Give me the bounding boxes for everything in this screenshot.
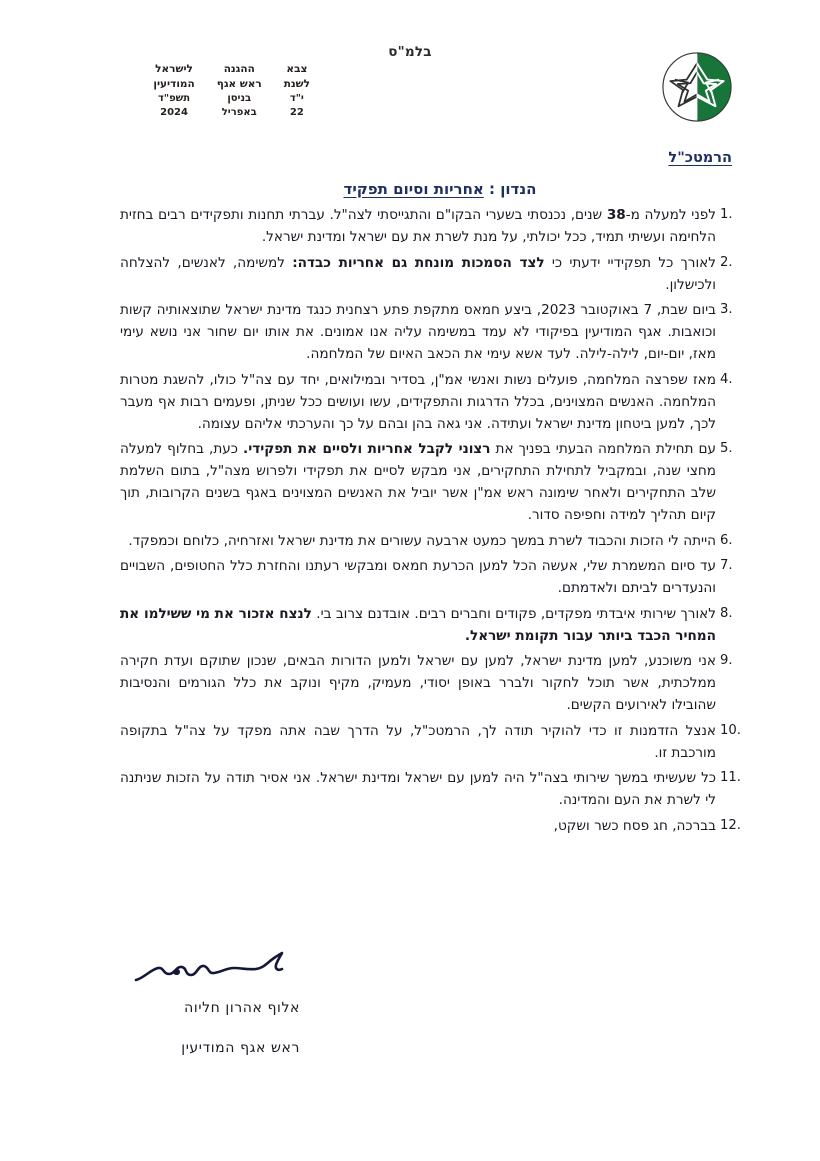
paragraph-item	[120, 650, 716, 716]
addressee-line: הרמטכ"ל	[668, 150, 732, 166]
letterhead-line: ההגנה	[223, 63, 255, 75]
letterhead-line: בניסן	[227, 92, 252, 104]
paragraph-emphasis: רצוני לקבל אחריות ולסיים את תפקידי.	[243, 441, 491, 458]
letterhead-column-2	[217, 62, 262, 120]
paragraph-item	[120, 369, 716, 435]
paragraph-item	[120, 252, 716, 296]
paragraph-text: למשימה, לאנשים, להצלחה ולכישלון.	[120, 254, 716, 293]
letterhead-line: לישראל	[155, 63, 193, 75]
paragraph-emphasis: 38	[606, 207, 626, 223]
paragraph-item	[120, 767, 716, 811]
paragraph-item	[120, 204, 716, 248]
letterhead-line: 2024	[160, 107, 188, 118]
paragraph-emphasis: לצד הסמכות מונחת גם אחריות כבדה:	[292, 254, 545, 271]
paragraph-text: כל שעשיתי במשך שירותי בצה"ל היה למען עם ישראל ומדינת ישראל. אני אסיר תודה על הזכות שניתנה לי לשרת את העם והמדינה.	[120, 770, 716, 809]
paragraph-text: שנים, נכנסתי בשערי הבקו"ם והתגייסתי לצה"ל. עברתי תחנות ותפקידים רבים בחזית הלחימה ועשיתי תמיד, ככל יכולתי, על מנת לשרת את עם ישראל ומדינת ישראל.	[120, 207, 716, 246]
subject-value: אחריות וסיום תפקיד	[343, 180, 484, 198]
letterhead-line: 22	[289, 107, 304, 118]
paragraph-text: הייתה לי הזכות והכבוד לשרת במשך כמעט ארבעה עשורים את מדינת ישראל ואזרחיה, כלוחם וכמפקד.	[128, 532, 716, 549]
paragraph-item	[120, 438, 716, 526]
letterhead-block	[110, 62, 310, 120]
paragraph-emphasis: לנצח אזכור את מי ששילמו את המחיר הכבד ביותר עבור תקומת ישראל.	[120, 605, 716, 644]
paragraph-text: אני משוכנע, למען מדינת ישראל, למען עם ישראל ולמען הדורות הבאים, שנכון שתוקם ועדת חקירה ממלכתית, אשר תוכל לחקור ולברר באופן יסודי, מעמיק, מקיף ונוקב את כלל הגורמים והנסיבות שהובילו לאירועים הקשים.	[120, 653, 716, 714]
letterhead-line: תשפ"ד	[158, 92, 191, 104]
paragraph-item	[120, 815, 716, 837]
letterhead-line: ראש אגף	[216, 77, 262, 90]
letterhead-column-3	[153, 62, 194, 120]
paragraph-text: לפני למעלה מ-	[625, 207, 716, 223]
subject-line	[0, 180, 820, 198]
paragraph-item	[120, 555, 716, 599]
letterhead-column-1	[284, 62, 310, 120]
paragraph-text: כעת, בחלוף למעלה מחצי שנה, ובמקביל לתחילת התחקירים, אני מבקש לסיים את תפקידי ולפרוש מצה"ל, בתום השלמת שלב התחקירים ולאחר שימונה ראש אמ"ן אשר יוביל את האנשים המצוינים באגף בשנים הקרובות, תוך קיום תהליך למידה וחפיפה סדור.	[120, 441, 716, 524]
paragraph-item	[120, 299, 716, 365]
letterhead-line: המודיעין	[153, 77, 195, 90]
numbered-paragraph-list	[120, 204, 742, 837]
signatory-role: ראש אגף המודיעין	[181, 1040, 300, 1056]
paragraph-text: מאז שפרצה המלחמה, פועלים נשות ואנשי אמ"ן, בסדיר ובמילואים, יחד עם צה"ל כולו, להשגת מטרות המלחמה. האנשים המצוינים, בכלל הדרגות והתפקידים, עשו ועושים ככל שניתן, ופעמים רבות אף מעבר לכך, למען ביטחון מדינת ישראל ועתידה. אני גאה בהן ובהם על כך והערכתי אליהם עצומה.	[120, 371, 716, 432]
subject-label: הנדון :	[483, 180, 537, 198]
paragraph-text: עם תחילת המלחמה הבעתי בפניך את	[490, 441, 717, 458]
letterhead-line: י"ד	[289, 92, 304, 104]
paragraph-text: בברכה, חג פסח כשר ושקט,	[553, 817, 716, 834]
paragraph-item	[120, 720, 716, 764]
paragraph-text: לאורך כל תפקידיי ידעתי כי	[544, 254, 716, 271]
paragraph-text: ביום שבת, 7 באוקטובר 2023, ביצע חמאס מתקפת פתע רצחנית כנגד מדינת ישראל שתוצאותיה קשות וכואבות. אגף המודיעין בפיקודי לא עמד במשימה עליה אנו אמונים. את אותו יום שחור אני נושא עימי מאז, יום-יום, לילה-לילה. לעד אשא עימי את הכאב האיום של המלחמה.	[120, 302, 716, 363]
letterhead-line: באפריל	[221, 107, 257, 118]
paragraph-item	[120, 603, 716, 647]
idf-intelligence-directorate-emblem-icon	[660, 50, 734, 124]
letterhead-line: לשנת	[283, 77, 310, 90]
handwritten-signature-icon	[130, 948, 300, 988]
classification-marking: בלמ"ס	[388, 44, 432, 60]
paragraph-text: עד סיום המשמרת שלי, אעשה הכל למען הכרעת חמאס ומבקשי רעתנו והחזרת כלל החטופים, השבויים והנעדרים לביתם ולאדמתם.	[120, 558, 716, 597]
paragraph-item	[120, 530, 716, 552]
letter-body	[120, 204, 742, 840]
paragraph-text: לאורך שירותי איבדתי מפקדים, פקודים וחברים רבים. אובדנם צרוב בי.	[311, 605, 716, 622]
paragraph-text: אנצל הזדמנות זו כדי להוקיר תודה לך, הרמטכ"ל, על הדרך שבה אתה מפקד על צה"ל בתקופה מורכבת זו.	[120, 722, 716, 761]
signatory-name: אלוף אהרון חליוה	[184, 1000, 300, 1016]
letterhead-line: צבא	[286, 63, 308, 75]
